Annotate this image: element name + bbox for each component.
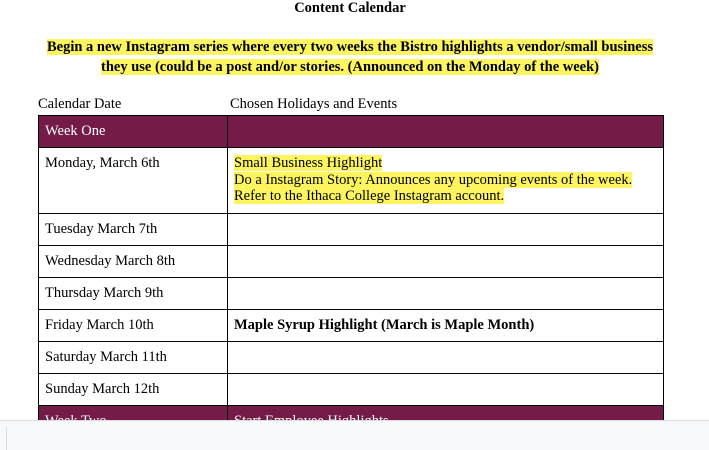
week-header-row [39, 116, 664, 148]
table-row [39, 374, 664, 406]
table-row [39, 246, 664, 278]
column-header-events: Chosen Holidays and Events [230, 96, 398, 112]
calendar-table [38, 115, 664, 438]
horizontal-scrollbar[interactable] [0, 420, 709, 450]
day-event-cell [228, 374, 664, 406]
day-event-cell [228, 246, 664, 278]
week-events-cell [228, 116, 664, 148]
intro-line-1: Begin a new Instagram series where every two weeks the Bistro highlights a vendor/small business [46, 39, 654, 55]
column-header-date: Calendar Date [38, 96, 122, 112]
day-event-cell [228, 342, 664, 374]
week-label: Week One [39, 116, 228, 148]
intro-line-2: they use (could be a post and/or stories. (Announced on the Monday of the week) [101, 59, 599, 75]
day-event-cell: Maple Syrup Highlight (March is Maple Month) [228, 310, 664, 342]
table-row [39, 278, 664, 310]
table-row [39, 214, 664, 246]
document-title: Content Calendar [294, 0, 406, 16]
day-date-cell: Saturday March 11th [39, 342, 228, 374]
scrollbar-edge [6, 427, 7, 450]
day-date-cell: Thursday March 9th [39, 278, 228, 310]
day-date-cell: Monday, March 6th [39, 148, 228, 214]
day-date-cell: Wednesday March 8th [39, 246, 228, 278]
event-line: Small Business Highlight [234, 155, 383, 171]
day-event-cell [228, 148, 664, 214]
day-date-cell: Tuesday March 7th [39, 214, 228, 246]
event-line: Do a Instagram Story: Announces any upcoming events of the week. [234, 171, 633, 188]
day-date-cell: Sunday March 12th [39, 374, 228, 406]
table-row [39, 310, 664, 342]
event-line: Refer to the Ithaca College Instagram account. [234, 188, 505, 204]
day-event-cell [228, 278, 664, 310]
day-event-cell [228, 214, 664, 246]
day-date-cell: Friday March 10th [39, 310, 228, 342]
intro-paragraph [30, 37, 670, 77]
table-row [39, 148, 664, 214]
table-row [39, 342, 664, 374]
